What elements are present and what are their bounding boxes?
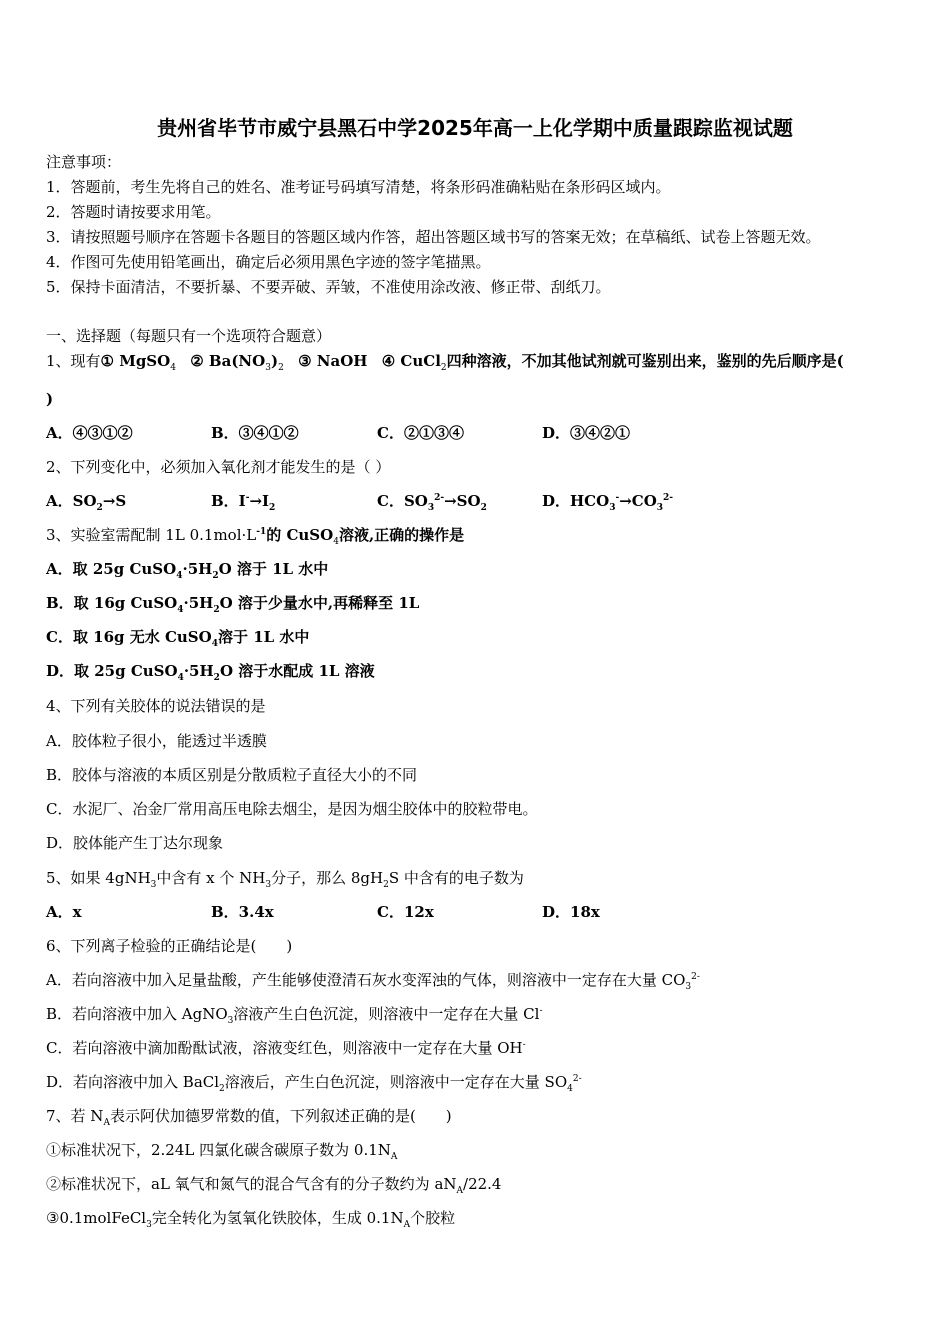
question-4-stem: 4、下列有关胶体的说法错误的是 <box>46 697 266 715</box>
question-1-close: ) <box>46 390 54 408</box>
question-2-option-a: A．$SO_2\to S$ <box>46 492 127 513</box>
question-1-option-b: B．③④①② <box>211 424 299 442</box>
notice-item: 3．请按照题号顺序在答题卡各题目的答题区域内作答，超出答题区域书写的答案无效；在草稿纸、试卷上答题无效。 <box>46 228 821 246</box>
question-4-option-c: C．水泥厂、冶金厂常用高压电除去烟尘，是因为烟尘胶体中的胶粒带电。 <box>46 800 538 818</box>
question-5-option-d: D．18x <box>542 903 600 921</box>
question-2-option-d: D．$HCO_3^-\to CO_3^{2-}$ <box>542 492 674 513</box>
question-1-option-a: A．④③①② <box>46 424 133 442</box>
notice-item: 2．答题时请按要求用笔。 <box>46 203 221 221</box>
question-2-stem: 2、下列变化中，必须加入氧化剂才能发生的是（ ） <box>46 458 391 476</box>
question-3-option-a: A．取 25g $CuSO_4\cdot 5H_2O$ 溶于 1L 水中 <box>46 560 329 581</box>
question-1-option-c: C．②①③④ <box>377 424 464 442</box>
question-7-statement-1: ①标准状况下，2.24L 四氯化碳含碳原子数为 $0.1N_A$ <box>46 1141 398 1162</box>
question-1-option-d: D．③④②① <box>542 424 631 442</box>
question-6-option-b: B．若向溶液中加入 AgNO$_3$溶液产生白色沉淀，则溶液中一定存在大量 Cl- <box>46 1005 543 1026</box>
question-2-option-b: B．$I^-\to I_2$ <box>211 492 276 513</box>
question-5-option-c: C．12x <box>377 903 434 921</box>
question-4-option-a: A．胶体粒子很小，能透过半透膜 <box>46 732 267 750</box>
question-3-option-d: D．取 25g $CuSO_4\cdot 5H_2O$ 溶于水配成 1L 溶液 <box>46 662 375 683</box>
section-heading: 一、选择题（每题只有一个选项符合题意） <box>46 327 332 345</box>
question-4-option-b: B．胶体与溶液的本质区别是分散质粒子直径大小的不同 <box>46 766 418 784</box>
notice-item: 4．作图可先使用铅笔画出，确定后必须用黑色字迹的签字笔描黑。 <box>46 253 491 271</box>
page-title: 贵州省毕节市威宁县黑石中学2025年高一上化学期中质量跟踪监视试题 <box>157 116 793 140</box>
question-2-option-c: C．$SO_3^{2-}\to SO_2$ <box>377 492 487 513</box>
question-7-statement-2: ②标准状况下，aL 氧气和氮气的混合气含有的分子数约为 $aN_A/22.4$ <box>46 1175 502 1196</box>
question-7-stem: 7、若 $N_A$表示阿伏加德罗常数的值，下列叙述正确的是( ) <box>46 1107 452 1128</box>
question-3-option-b: B．取 16g $CuSO_4\cdot 5H_2O$ 溶于少量水中,再稀释至 1L <box>46 594 420 615</box>
question-3-option-c: C．取 16g 无水 CuSO$_4$溶于 1L 水中 <box>46 628 310 649</box>
notice-item: 1．答题前，考生先将自己的姓名、准考证号码填写清楚，将条形码准确粘贴在条形码区域内。 <box>46 178 671 196</box>
notice-item: 5．保持卡面清洁，不要折暴、不要弄破、弄皱，不准使用涂改液、修正带、刮纸刀。 <box>46 278 611 296</box>
question-6-option-a: A．若向溶液中加入足量盐酸，产生能够使澄清石灰水变浑浊的气体，则溶液中一定存在大量 $CO_3^{2-}$ <box>46 971 700 992</box>
question-5-stem: 5、如果 4gNH$_3$中含有 x 个 $NH_3$分子，那么 $8gH_2S$ 中含有的电子数为 <box>46 869 524 890</box>
question-6-stem: 6、下列离子检验的正确结论是( ) <box>46 937 293 955</box>
question-6-option-c: C．若向溶液中滴加酚酞试液，溶液变红色，则溶液中一定存在大量 OH- <box>46 1039 526 1057</box>
question-4-option-d: D．胶体能产生丁达尔现象 <box>46 834 224 852</box>
question-3-stem: 3、实验室需配制 1L $0.1mol\cdot L^{-1}$的 CuSO$_4$溶液,正确的操作是 <box>46 526 465 547</box>
question-5-option-a: A．x <box>46 903 82 921</box>
notice-heading: 注意事项： <box>46 153 122 171</box>
question-1-stem: 1、现有① MgSO$_4$ ② $Ba(NO_3)_2$ ③ NaOH ④ CuCl$_2$四种溶液，不加其他试剂就可鉴别出来，鉴别的先后顺序是( <box>46 352 844 373</box>
question-7-statement-3: ③0.1molFeCl$_3$完全转化为氢氧化铁胶体，生成 $0.1N_A$个胶粒 <box>46 1209 456 1230</box>
question-5-option-b: B．3.4x <box>211 903 274 921</box>
question-6-option-d: D．若向溶液中加入 BaCl$_2$溶液后，产生白色沉淀，则溶液中一定存在大量 $SO_4^{2-}$ <box>46 1073 582 1094</box>
